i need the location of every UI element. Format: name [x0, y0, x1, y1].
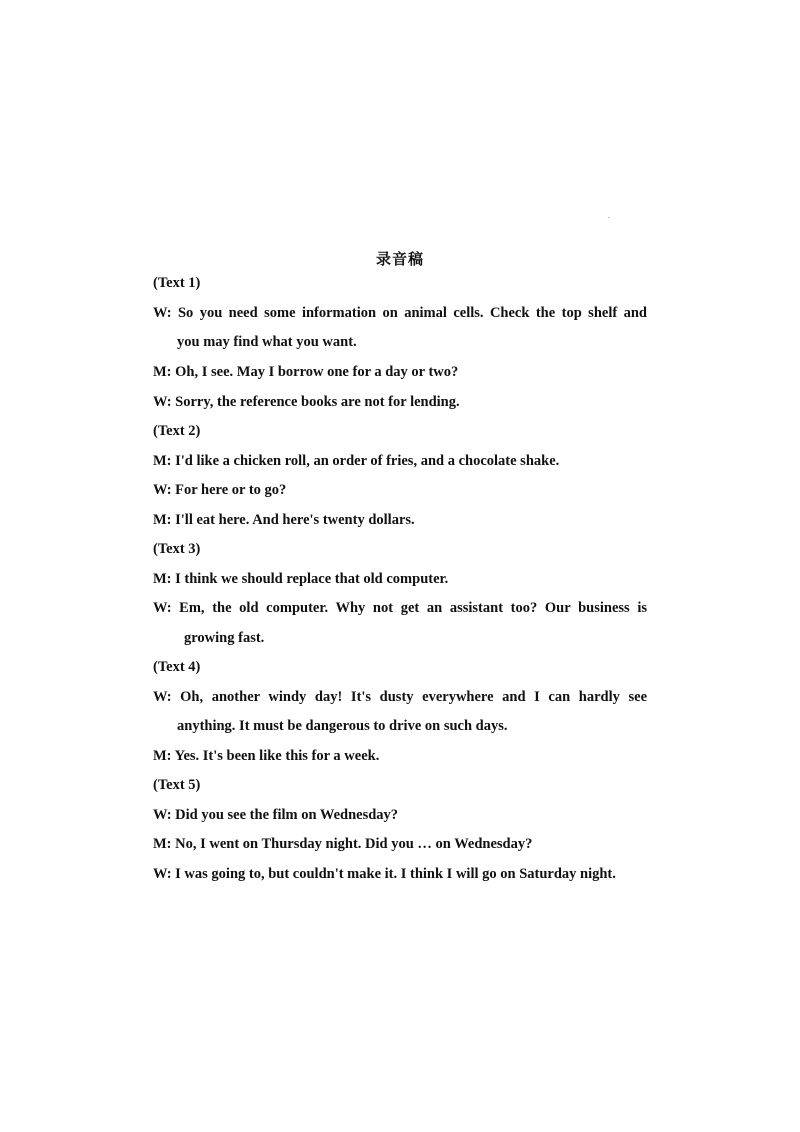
- page-title: 录音稿: [375, 250, 424, 268]
- dialogue-line-continuation: growing fast.: [184, 630, 265, 646]
- dialogue-line: M: I'll eat here. And here's twenty dollars.: [153, 512, 415, 528]
- dialogue-line: W: I was going to, but couldn't make it. I think I will go on Saturday night.: [153, 866, 616, 882]
- dialogue-line: W: Sorry, the reference books are not for lending.: [153, 394, 460, 410]
- section-heading-text-3: (Text 3): [153, 541, 201, 557]
- section-heading-text-2: (Text 2): [153, 423, 201, 439]
- dialogue-line: W: Em, the old computer. Why not get an assistant too? Our business is: [153, 600, 647, 616]
- dialogue-line: M: I'd like a chicken roll, an order of fries, and a chocolate shake.: [153, 453, 560, 469]
- dialogue-line: M: Oh, I see. May I borrow one for a day or two?: [153, 364, 459, 380]
- dialogue-line: M: Yes. It's been like this for a week.: [153, 748, 380, 764]
- dialogue-line: W: So you need some information on animal cells. Check the top shelf and: [153, 305, 647, 321]
- scan-speck: [608, 217, 610, 218]
- dialogue-line-continuation: anything. It must be dangerous to drive on such days.: [177, 718, 508, 734]
- section-heading-text-1: (Text 1): [153, 275, 201, 291]
- dialogue-line: W: For here or to go?: [153, 482, 287, 498]
- dialogue-line: W: Did you see the film on Wednesday?: [153, 807, 399, 823]
- section-heading-text-4: (Text 4): [153, 659, 201, 675]
- dialogue-line: W: Oh, another windy day! It's dusty everywhere and I can hardly see: [153, 689, 647, 705]
- dialogue-line-continuation: you may find what you want.: [177, 334, 357, 350]
- dialogue-line: M: I think we should replace that old computer.: [153, 571, 449, 587]
- section-heading-text-5: (Text 5): [153, 777, 201, 793]
- dialogue-line: M: No, I went on Thursday night. Did you … on Wednesday?: [153, 836, 533, 852]
